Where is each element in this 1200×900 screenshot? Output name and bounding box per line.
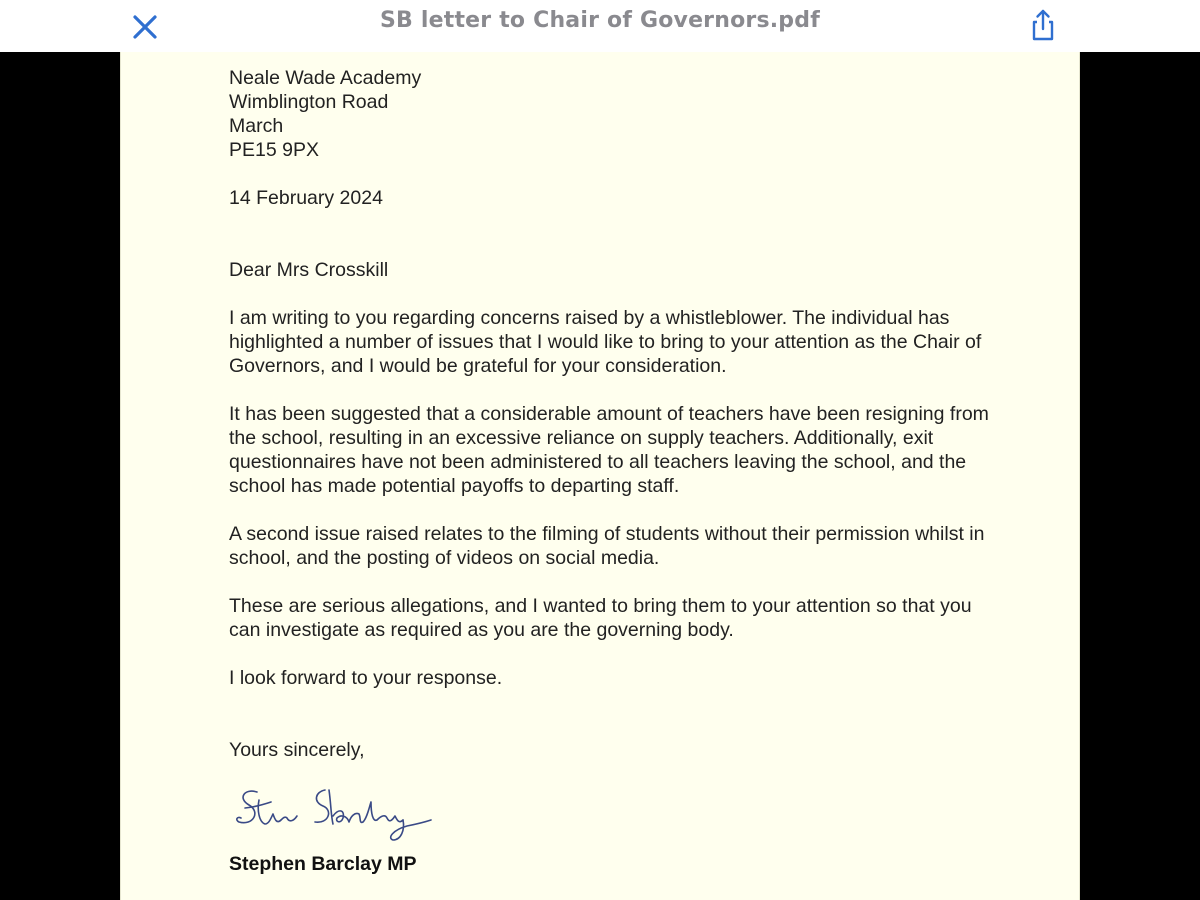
- viewer-margin-right: [1080, 52, 1200, 900]
- toolbar: [0, 0, 1200, 52]
- recipient-address: [229, 66, 989, 162]
- letter-date: 14 February 2024: [229, 187, 383, 209]
- address-line: Wimblington Road: [229, 91, 389, 113]
- closing-line: I look forward to your response.: [229, 667, 503, 689]
- share-button[interactable]: [1026, 8, 1060, 42]
- salutation: Dear Mrs Crosskill: [229, 259, 389, 281]
- address-line: PE15 9PX: [229, 139, 319, 161]
- pdf-page[interactable]: [120, 52, 1080, 900]
- letter-body: [229, 66, 989, 876]
- address-line: March: [229, 115, 284, 137]
- signature-image: [229, 778, 439, 850]
- share-icon: [1026, 8, 1060, 42]
- sign-off: Yours sincerely,: [229, 739, 365, 761]
- address-line: Neale Wade Academy: [229, 67, 422, 89]
- paragraph-allegations: These are serious allegations, and I wanted to bring them to your attention so that you can investigate as required as you are the governing body.: [229, 595, 972, 641]
- paragraph-filming: A second issue raised relates to the filming of students without their permission whilst in school, and the posting of videos on social media.: [229, 523, 985, 569]
- paragraph-whistleblower: I am writing to you regarding concerns raised by a whistleblower. The individual has highlighted a number of issues that I would like to bring to your attention as the Chair of Governors, and I would be grateful for your consideration.: [229, 307, 982, 377]
- viewer-margin-left: [0, 52, 120, 900]
- signer-name: Stephen Barclay MP: [229, 853, 417, 875]
- document-title: SB letter to Chair of Governors.pdf: [380, 8, 820, 33]
- paragraph-resignations: It has been suggested that a considerable amount of teachers have been resigning from the school, resulting in an excessive reliance on supply teachers. Additionally, exit questionnaires have not been administered to all teachers leaving the school, and the school has made potential payoffs to departing staff.: [229, 403, 989, 497]
